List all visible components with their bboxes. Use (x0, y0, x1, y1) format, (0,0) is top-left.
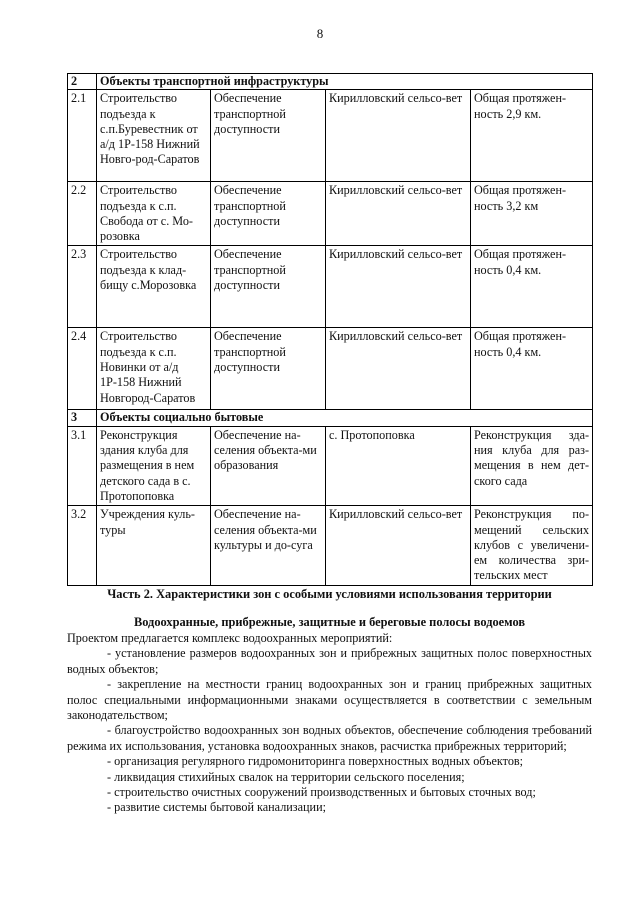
row-number: 2.4 (68, 328, 97, 410)
object-characteristics: Общая протяжен-ность 3,2 км (471, 182, 593, 246)
measure-item: - закрепление на местности границ водоохранных зон и границ прибрежных защитных полос специальными информационными знаками осуществляется в соответствии с земельным законодательством; (67, 677, 592, 723)
table-row (68, 90, 593, 182)
water-protection-measures (67, 631, 592, 816)
table-row (68, 426, 593, 505)
object-name: Реконструкция здания клуба для размещения в нем детского сада в с. Протопоповка (97, 426, 211, 505)
object-purpose: Обеспечение транспортной доступности (211, 328, 326, 410)
object-name: Строительство подъезда к клад-бищу с.Морозовка (97, 246, 211, 328)
measure-item: - установление размеров водоохранных зон и прибрежных защитных полос поверхностных водных объектов; (67, 646, 592, 676)
table-row (68, 506, 593, 585)
section-title: Объекты социально бытовые (97, 410, 593, 426)
row-number: 2.3 (68, 246, 97, 328)
object-name: Учреждения куль-туры (97, 506, 211, 585)
object-purpose: Обеспечение на-селения объекта-ми образования (211, 426, 326, 505)
object-location: Кирилловский сельсо-вет (326, 328, 471, 410)
object-characteristics: Реконструкция по-мещений сельских клубов с увеличени-ем количества зри-тельских мест (471, 506, 593, 585)
water-protection-subheading: Водоохранные, прибрежные, защитные и береговые полосы водоемов (133, 615, 526, 629)
object-purpose: Обеспечение транспортной доступности (211, 90, 326, 182)
page-number: 8 (316, 26, 324, 41)
measure-item: - благоустройство водоохранных зон водных объектов, обеспечение соблюдения требований режима их использования, установка водоохранных знаков, расчистка прибрежных территорий; (67, 723, 592, 753)
object-location: Кирилловский сельсо-вет (326, 182, 471, 246)
object-purpose: Обеспечение транспортной доступности (211, 182, 326, 246)
row-number: 3.1 (68, 426, 97, 505)
section-number: 3 (68, 410, 97, 426)
object-purpose: Обеспечение транспортной доступности (211, 246, 326, 328)
object-purpose: Обеспечение на-селения объекта-ми культуры и до-суга (211, 506, 326, 585)
object-location: Кирилловский сельсо-вет (326, 506, 471, 585)
part-2-heading: Часть 2. Характеристики зон с особыми условиями использования территории (107, 587, 552, 601)
object-characteristics: Общая протяжен-ность 0,4 км. (471, 328, 593, 410)
object-characteristics: Общая протяжен-ность 2,9 км. (471, 90, 593, 182)
measure-item: - строительство очистных сооружений производственных и бытовых сточных вод; (107, 785, 536, 800)
object-name: Строительство подъезда к с.п. Свобода от с. Мо-розовка (97, 182, 211, 246)
section-header-social (68, 410, 593, 426)
object-characteristics: Общая протяжен-ность 0,4 км. (471, 246, 593, 328)
planned-objects-table (67, 73, 593, 586)
object-name: Строительство подъезда к с.п. Новинки от а/д 1Р-158 Нижний Новгород-Саратов (97, 328, 211, 410)
section-number: 2 (68, 74, 97, 90)
table-row (68, 182, 593, 246)
table-row (68, 246, 593, 328)
object-location: с. Протопоповка (326, 426, 471, 505)
object-name: Строительство подъезда к с.п.Буревестник от а/д 1Р-158 Нижний Новго-род-Саратов (97, 90, 211, 182)
measure-item: - развитие системы бытовой канализации; (107, 800, 326, 815)
section-header-transport (68, 74, 593, 90)
measures-intro: Проектом предлагается комплекс водоохранных мероприятий: (67, 631, 393, 645)
measure-item: - ликвидация стихийных свалок на территории сельского поселения; (107, 769, 465, 784)
section-title: Объекты транспортной инфраструктуры (97, 74, 593, 90)
row-number: 2.1 (68, 90, 97, 182)
object-location: Кирилловский сельсо-вет (326, 90, 471, 182)
object-characteristics: Реконструкция зда-ния клуба для раз-мещения в нем дет-ского сада (471, 426, 593, 505)
object-location: Кирилловский сельсо-вет (326, 246, 471, 328)
row-number: 3.2 (68, 506, 97, 585)
table-row (68, 328, 593, 410)
row-number: 2.2 (68, 182, 97, 246)
measure-item: - организация регулярного гидромониторинга поверхностных водных объектов; (107, 754, 524, 769)
